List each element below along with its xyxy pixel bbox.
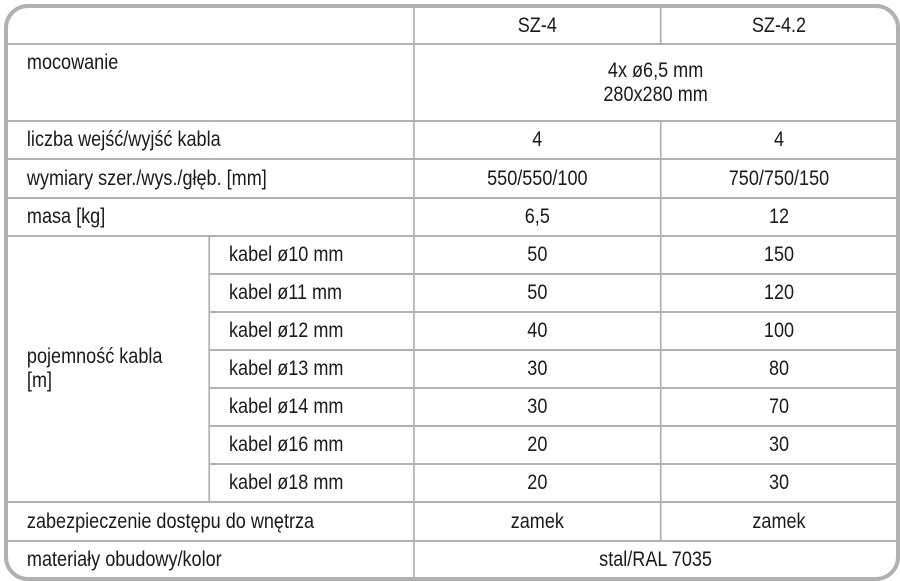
value-security-sz42: zamek [661,502,897,541]
capacity-cable: kabel ø10 mm [209,236,414,274]
capacity-cable: kabel ø18 mm [209,464,414,502]
row-capacity-0 [8,236,896,274]
spec-table-frame [4,4,900,581]
capacity-cable: kabel ø12 mm [209,312,414,350]
capacity-cable: kabel ø11 mm [209,274,414,312]
label-material: materiały obudowy/kolor [8,541,414,577]
spec-table [8,8,896,577]
capacity-cable: kabel ø14 mm [209,388,414,426]
label-security: zabezpieczenie dostępu do wnętrza [8,502,414,541]
label-dimensions: wymiary szer./wys./głęb. [mm] [8,159,414,198]
row-material [8,541,896,577]
value-mass-sz42: 12 [661,198,897,236]
capacity-sz42: 30 [661,464,897,502]
capacity-cable: kabel ø13 mm [209,350,414,388]
value-mounting-line1: 4x ø6,5 mm [607,58,704,82]
header-row [8,8,896,44]
label-capacity-line1: pojemność kabla [26,345,163,368]
value-mounting-line2: 280x280 mm [603,82,708,106]
capacity-cable: kabel ø16 mm [209,426,414,464]
label-capacity [8,236,209,502]
capacity-sz4: 30 [414,388,661,426]
header-sz4: SZ-4 [414,8,661,44]
capacity-sz4: 50 [414,236,661,274]
capacity-sz4: 50 [414,274,661,312]
row-cables [8,121,896,159]
value-dimensions-sz42: 750/750/150 [661,159,897,198]
capacity-sz42: 150 [661,236,897,274]
capacity-sz4: 20 [414,426,661,464]
row-dimensions [8,159,896,198]
capacity-sz42: 70 [661,388,897,426]
value-cables-sz4: 4 [414,121,661,159]
capacity-sz42: 30 [661,426,897,464]
capacity-sz4: 30 [414,350,661,388]
capacity-sz42: 80 [661,350,897,388]
label-mass: masa [kg] [8,198,414,236]
value-security-sz4: zamek [414,502,661,541]
capacity-sz4: 20 [414,464,661,502]
capacity-sz42: 100 [661,312,897,350]
label-cables: liczba wejść/wyjść kabla [8,121,414,159]
label-capacity-line2: [m] [26,369,53,392]
label-mounting: mocowanie [8,44,414,121]
value-cables-sz42: 4 [661,121,897,159]
value-material: stal/RAL 7035 [414,541,896,577]
header-sz42: SZ-4.2 [661,8,897,44]
row-mass [8,198,896,236]
row-mounting [8,44,896,121]
capacity-sz42: 120 [661,274,897,312]
row-security [8,502,896,541]
capacity-sz4: 40 [414,312,661,350]
value-dimensions-sz4: 550/550/100 [414,159,661,198]
header-empty-cell [8,8,414,44]
value-mounting [414,44,896,121]
value-mass-sz4: 6,5 [414,198,661,236]
